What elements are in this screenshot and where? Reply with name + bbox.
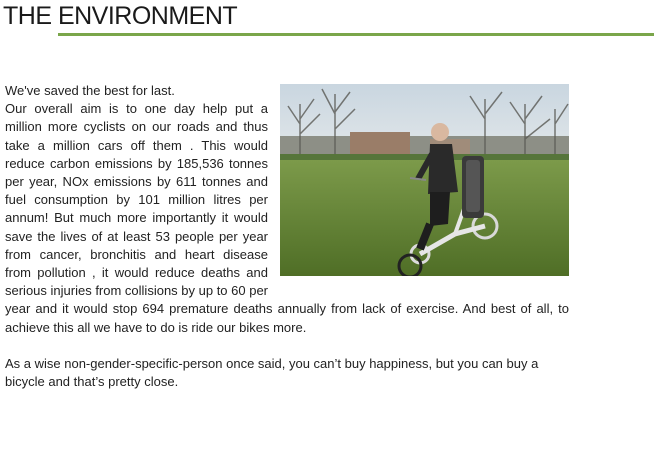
photo-cyclist-in-park [280, 84, 569, 276]
article [5, 82, 569, 391]
title-divider [58, 33, 654, 36]
closing-text: As a wise non-gender-specific-person once said, you can’t buy happiness, but you can buy a bicycle and that’s pretty close. [5, 355, 539, 390]
intro-text: We've saved the best for last. [5, 83, 175, 98]
page-title: THE ENVIRONMENT [3, 2, 238, 30]
body-text: Our overall aim is to one day help put a million more cyclists on our roads and thus take a million cars off them . This would reduce carbon emissions by 185,536 tonnes per year, NOx emissions by 611 tonnes and fuel consumption by 101 million litres per annum! But much more importantly it would save the lives of at least 53 people per year from cancer, bronchitis and heart disease from pollution , it would reduce deaths and serious injuries from collisions by up to 60 per year and it would stop 694 premature deaths annually from lack of exercise. And best of all, to achieve this all we have to do is ride our bikes more. [5, 101, 569, 335]
